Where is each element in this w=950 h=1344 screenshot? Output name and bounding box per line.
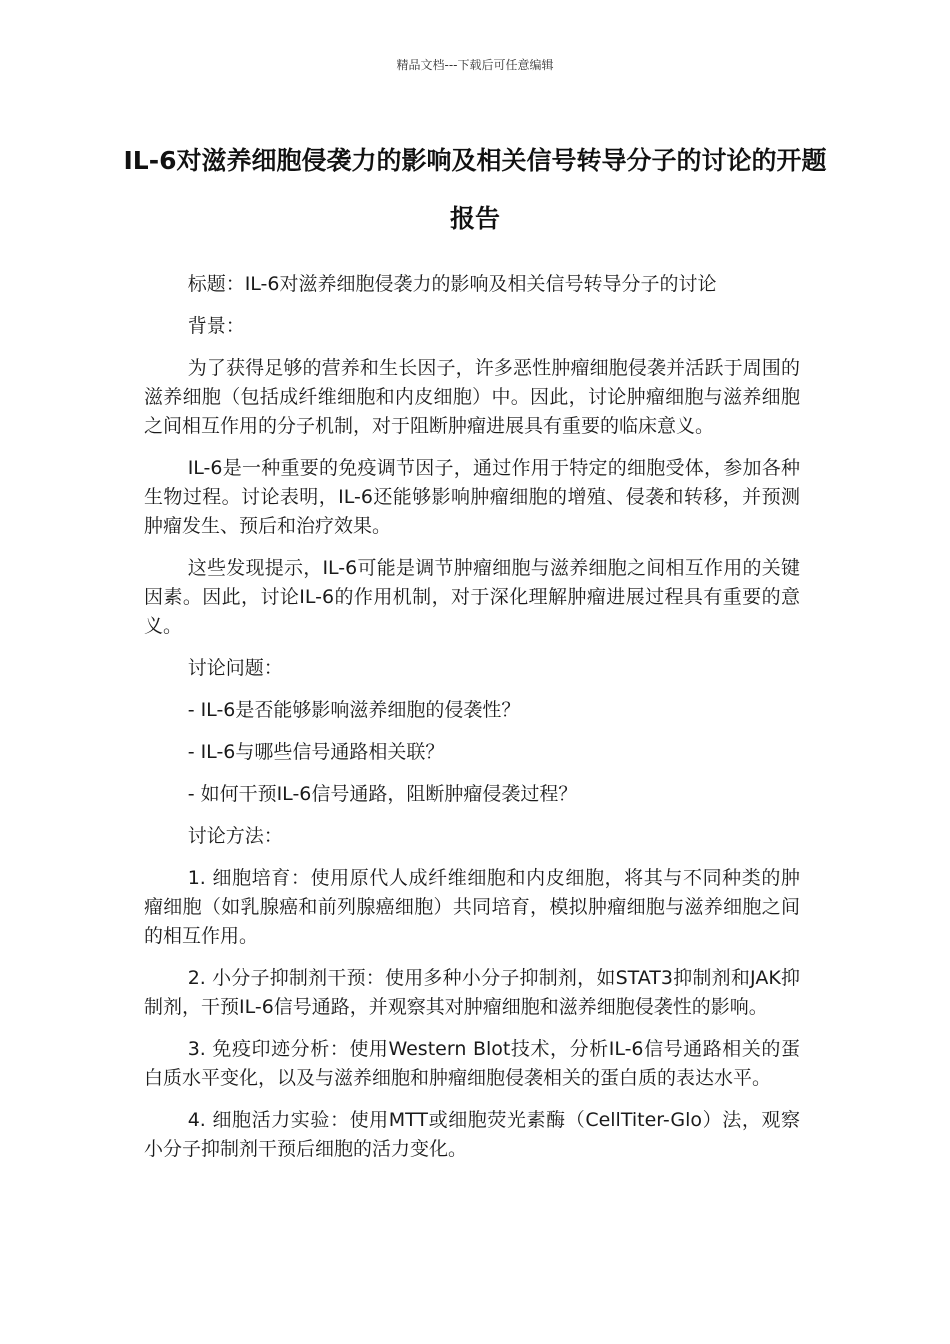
header-note: 精品文档---下载后可任意编辑 [396,58,554,72]
paragraph-method-2: 2. 小分子抑制剂干预：使用多种小分子抑制剂，如STAT3抑制剂和JAK抑制剂，干预IL-6信号通路，并观察其对肿瘤细胞和滋养细胞侵袭性的影响。 [144,967,800,1018]
paragraph-question-2: - IL-6与哪些信号通路相关联？ [187,741,445,763]
paragraph-methods-heading: 讨论方法： [187,825,283,847]
paragraph-title-line: 标题：IL-6对滋养细胞侵袭力的影响及相关信号转导分子的讨论 [187,273,717,295]
paragraph-questions-heading: 讨论问题： [187,657,283,679]
paragraph-background-1: 为了获得足够的营养和生长因子，许多恶性肿瘤细胞侵袭并活跃于周围的滋养细胞（包括成纤维细胞和内皮细胞）中。因此，讨论肿瘤细胞与滋养细胞之间相互作用的分子机制，对于阻断肿瘤进展具有重要的临床意义。 [144,357,800,437]
paragraph-background-heading: 背景： [187,315,245,337]
paragraph-question-1: - IL-6是否能够影响滋养细胞的侵袭性？ [187,699,521,721]
document-title: IL-6对滋养细胞侵袭力的影响及相关信号转导分子的讨论的开题报告 [123,146,827,233]
paragraph-method-1: 1. 细胞培育：使用原代人成纤维细胞和内皮细胞，将其与不同种类的肿瘤细胞（如乳腺癌和前列腺癌细胞）共同培育，模拟肿瘤细胞与滋养细胞之间的相互作用。 [144,867,800,947]
document-body [144,270,800,1177]
paragraph-method-4: 4. 细胞活力实验：使用MTT或细胞荧光素酶（CellTiter-Glo）法，观察小分子抑制剂干预后细胞的活力变化。 [144,1109,800,1160]
paragraph-background-3: 这些发现提示，IL-6可能是调节肿瘤细胞与滋养细胞之间相互作用的关键因素。因此，讨论IL-6的作用机制，对于深化理解肿瘤进展过程具有重要的意义。 [144,557,800,637]
paragraph-background-2: IL-6是一种重要的免疫调节因子，通过作用于特定的细胞受体，参加各种生物过程。讨论表明，IL-6还能够影响肿瘤细胞的增殖、侵袭和转移，并预测肿瘤发生、预后和治疗效果。 [144,457,800,537]
paragraph-question-3: - 如何干预IL-6信号通路，阻断肿瘤侵袭过程？ [187,783,578,805]
paragraph-method-3: 3. 免疫印迹分析：使用Western Blot技术，分析IL-6信号通路相关的蛋白质水平变化，以及与滋养细胞和肿瘤细胞侵袭相关的蛋白质的表达水平。 [144,1038,800,1089]
